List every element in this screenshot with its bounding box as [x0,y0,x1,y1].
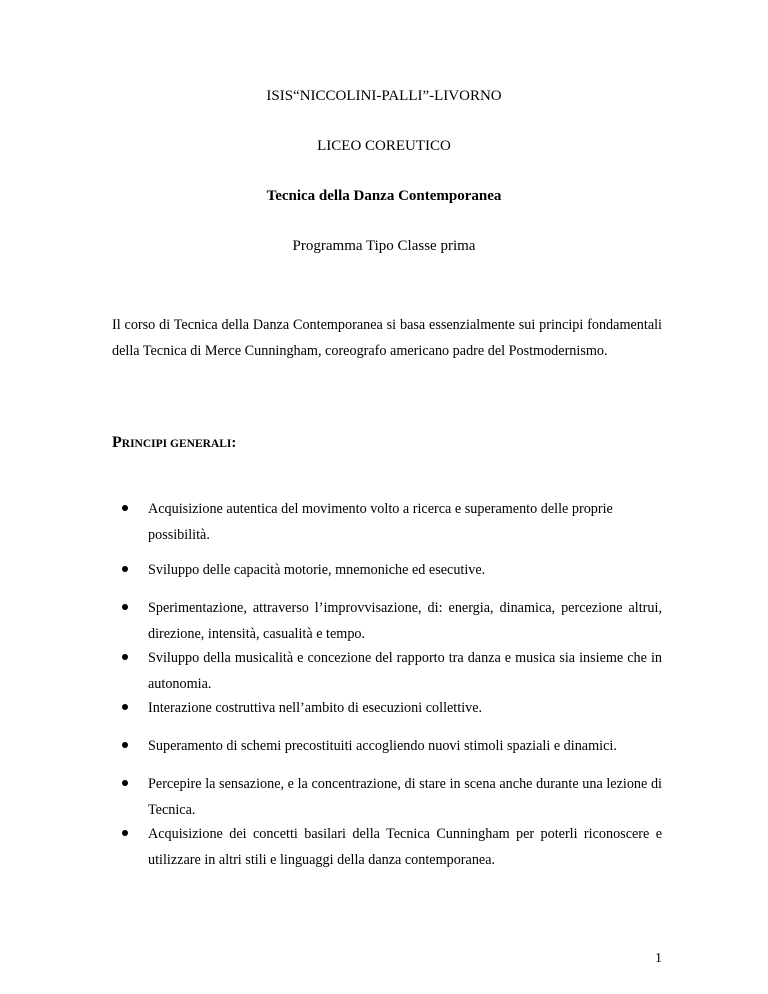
program-title: Programma Tipo Classe prima [292,238,476,254]
intro-line-2: della Tecnica di Merce Cunningham, coreografo americano padre del Postmodernismo. [112,343,608,359]
list-item-line-1: Sviluppo della musicalità e concezione del rapporto tra danza e musica sia insieme che in [148,650,662,666]
list-item-line-1: Interazione costruttiva nell’ambito di esecuzioni collettive. [148,700,483,716]
list-item-line-1: Acquisizione dei concetti basilari della Tecnica Cunningham per poterli riconoscere e [148,826,662,842]
heading-small-2: GENERALI [170,438,232,450]
heading-small-1: RINCIPI [121,438,171,450]
course-type: LICEO COREUTICO [317,138,451,154]
list-item-line-1: Acquisizione autentica del movimento volto a ricerca e superamento delle proprie [148,501,613,517]
bullet-dot-icon [122,830,128,836]
bullet-dot-icon [122,704,128,710]
intro-paragraph [112,312,662,364]
list-item-line-2: direzione, intensità, casualità e tempo. [148,626,366,642]
bullet-dot-icon [122,654,128,660]
school-name: ISIS“NICCOLINI-PALLI”-LIVORNO [266,88,502,104]
list-item-line-1: Percepire la sensazione, e la concentrazione, di stare in scena anche durante una lezione di [148,776,662,792]
bullet-dot-icon [122,780,128,786]
list-item-line-2: autonomia. [148,676,212,692]
list-item-line-2: utilizzare in altri stili e linguaggi della danza contemporanea. [148,852,496,868]
subject-title: Tecnica della Danza Contemporanea [266,188,502,204]
section-heading [112,434,236,453]
list-item-line-1: Sviluppo delle capacità motorie, mnemoniche ed esecutive. [148,562,486,578]
bullet-dot-icon [122,566,128,572]
heading-colon: : [231,435,237,451]
intro-line-1: Il corso di Tecnica della Danza Contemporanea si basa essenzialmente sui principi fondamentali [112,317,662,333]
page-number: 1 [655,951,662,966]
list-item-line-2: possibilità. [148,527,210,543]
bullet-dot-icon [122,505,128,511]
bullet-dot-icon [122,742,128,748]
heading-cap-1: P [112,434,122,451]
list-item-line-1: Superamento di schemi precostituiti accogliendo nuovi stimoli spaziali e dinamici. [148,738,617,754]
list-item-line-1: Sperimentazione, attraverso l’improvvisazione, di: energia, dinamica, percezione altrui, [148,600,662,616]
list-item-line-2: Tecnica. [148,802,196,818]
bullet-dot-icon [122,604,128,610]
